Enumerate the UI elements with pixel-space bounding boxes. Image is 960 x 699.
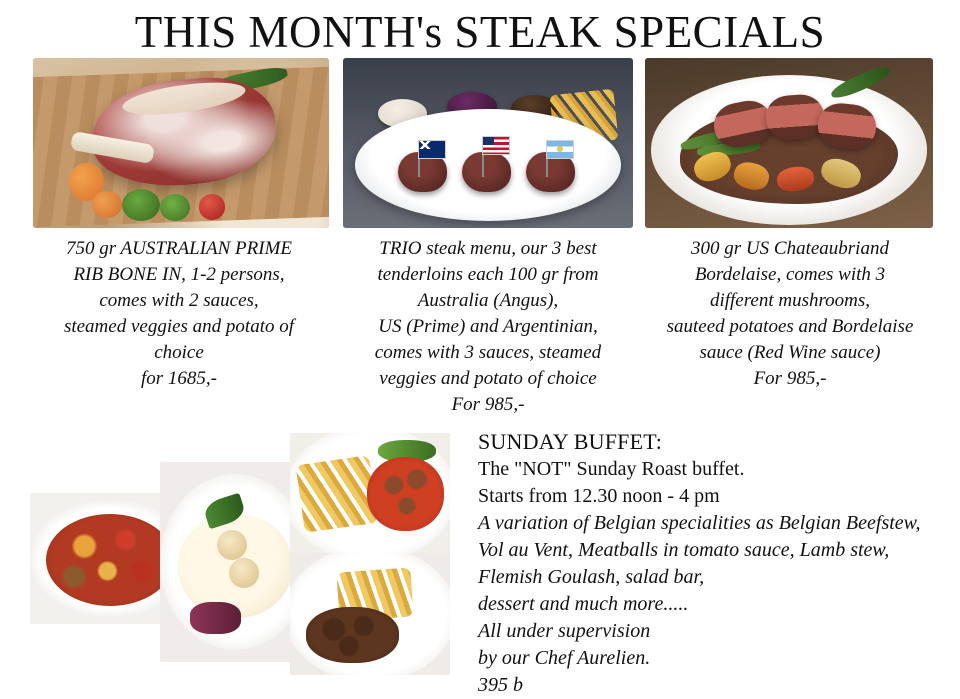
- flemish-goulash: [306, 607, 399, 663]
- caption-line: 300 gr US Chateaubriand: [691, 238, 889, 259]
- buffet-line: dessert and much more.....: [478, 593, 689, 615]
- buffet-line: All under supervision: [478, 620, 651, 642]
- caption-line: Australia (Angus),: [417, 290, 559, 311]
- sunday-buffet-block: [478, 428, 948, 699]
- chicken-tomato-sauce-fries-photo: [290, 433, 450, 555]
- scallop: [217, 530, 247, 560]
- buffet-line: Starts from 12.30 noon - 4 pm: [478, 485, 720, 507]
- scallop: [229, 558, 259, 588]
- caption-price-line: For 985,-: [451, 394, 525, 415]
- caption-line: choice: [154, 342, 204, 363]
- beef-stew-food: [46, 514, 174, 606]
- beef-stew-fries-photo: [290, 553, 450, 675]
- trio-steak-menu-photo: [343, 58, 633, 228]
- caption-line: veggies and potato of choice: [379, 368, 597, 389]
- tomato-icon: [199, 194, 226, 220]
- buffet-line: by our Chef Aurelien.: [478, 647, 651, 669]
- caption-line: Bordelaise, comes with 3: [694, 264, 886, 285]
- caption-line: tenderloins each 100 gr from: [377, 264, 599, 285]
- caption-line: comes with 3 sauces, steamed: [374, 342, 602, 363]
- fries: [295, 455, 377, 533]
- carrot-slice-icon: [92, 191, 122, 218]
- buffet-price: 395 b: [478, 674, 523, 696]
- sunday-buffet-heading: SUNDAY BUFFET:: [478, 429, 663, 454]
- australian-prime-rib-photo: [33, 58, 329, 228]
- buffet-line: A variation of Belgian specialities as Belgian Beefstew,: [478, 512, 921, 534]
- caption-price-line: for 1685,-: [141, 368, 217, 389]
- broccoli-icon: [160, 194, 190, 221]
- us-chateaubriand-caption: [636, 236, 944, 392]
- caption-line: comes with 2 sauces,: [99, 290, 259, 311]
- meatballs-tomato-sauce: [367, 457, 444, 530]
- buffet-line: The "NOT" Sunday Roast buffet.: [478, 458, 745, 480]
- buffet-line: Flemish Goulash, salad bar,: [478, 566, 705, 588]
- caption-line: different mushrooms,: [709, 290, 871, 311]
- red-cabbage: [190, 602, 241, 634]
- australian-prime-rib-caption: [18, 236, 340, 392]
- trio-steak-menu-caption: [338, 236, 638, 418]
- tenderloin-steak: [462, 152, 511, 193]
- caption-line: steamed veggies and potato of: [63, 316, 295, 337]
- usa-flag-icon: [482, 136, 510, 155]
- page-title: THIS MONTH's STEAK SPECIALS: [134, 7, 826, 57]
- australia-flag-icon: [418, 140, 446, 159]
- caption-line: TRIO steak menu, our 3 best: [379, 238, 597, 259]
- caption-line: sauce (Red Wine sauce): [699, 342, 881, 363]
- caption-price-line: For 985,-: [753, 368, 827, 389]
- caption-line: RIB BONE IN, 1-2 persons,: [73, 264, 285, 285]
- caption-line: sauteed potatoes and Bordelaise: [666, 316, 914, 337]
- us-chateaubriand-photo: [645, 58, 933, 228]
- caption-line: 750 gr AUSTRALIAN PRIME: [65, 238, 293, 259]
- scallops-cream-photo: [160, 462, 310, 662]
- buffet-line: Vol au Vent, Meatballs in tomato sauce, Lamb stew,: [478, 539, 890, 561]
- argentina-flag-icon: [546, 140, 574, 159]
- caption-line: US (Prime) and Argentinian,: [378, 316, 598, 337]
